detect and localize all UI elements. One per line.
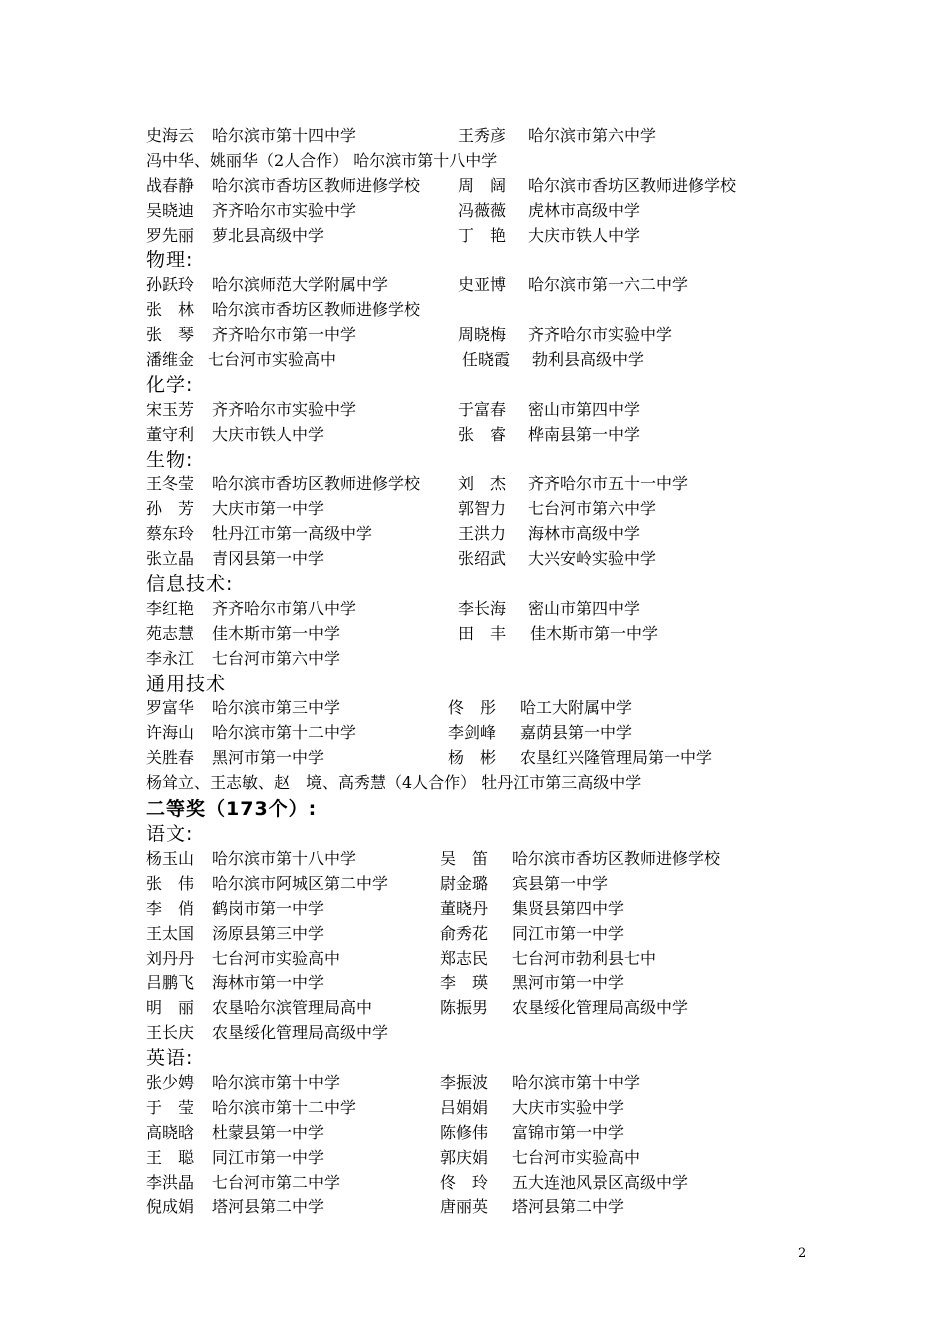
school-name: 大庆市铁人中学: [528, 225, 641, 245]
subject-heading-chinese: 语文:: [146, 823, 194, 846]
school-name: 大兴安岭实验中学: [528, 549, 657, 569]
award-row: [146, 124, 846, 149]
school-name: 齐齐哈尔市五十一中学: [528, 474, 689, 494]
school-name: 集贤县第四中学: [512, 898, 625, 918]
school-name: 塔河县第二中学: [212, 1197, 325, 1217]
school-name: 齐齐哈尔市第一中学: [212, 325, 357, 345]
teacher-name: 尉金璐: [440, 873, 489, 893]
teacher-name: 张立晶: [146, 549, 195, 569]
teacher-name: 王冬莹: [146, 474, 195, 494]
school-name: 杜蒙县第一中学: [212, 1122, 325, 1142]
award-row: [146, 472, 846, 497]
teacher-name: 史亚博: [458, 275, 507, 295]
school-name: 七台河市实验高中: [208, 350, 337, 370]
award-row: [146, 647, 846, 672]
teacher-name: 刘 杰: [458, 474, 507, 494]
teacher-name: 董守利: [146, 424, 195, 444]
teacher-name: 董晓丹: [440, 898, 489, 918]
school-name: 鹤岗市第一中学: [212, 898, 325, 918]
document-body: [146, 124, 846, 1220]
award-row: [146, 398, 846, 423]
school-name: 哈尔滨市第十中学: [512, 1072, 641, 1092]
teacher-name: 关胜春: [146, 748, 195, 768]
school-name: 哈尔滨市香坊区教师进修学校: [212, 300, 421, 320]
subject-heading-physics: 物理:: [146, 249, 194, 272]
teacher-name: 李红艳: [146, 598, 195, 618]
school-name: 嘉荫县第一中学: [520, 723, 633, 743]
school-name: 哈尔滨市第十中学: [212, 1072, 341, 1092]
teacher-name: 王 聪: [146, 1147, 195, 1167]
school-name: 佳木斯市第一中学: [212, 623, 341, 643]
teacher-name: 明 丽: [146, 998, 195, 1018]
school-name: 齐齐哈尔市实验中学: [528, 325, 673, 345]
school-name: 大庆市实验中学: [512, 1097, 625, 1117]
award-row: [146, 897, 846, 922]
teacher-name: 周 阔: [458, 175, 507, 195]
teacher-name: 史海云: [146, 126, 195, 145]
teacher-name: 李 瑛: [440, 973, 489, 993]
award-row: [146, 996, 846, 1021]
teacher-name: 俞秀花: [440, 923, 489, 943]
teacher-name: 孙跃玲: [146, 275, 195, 295]
teacher-name: 蔡东玲: [146, 524, 195, 544]
second-prize-heading: 二等奖（173个）:: [146, 798, 318, 821]
award-row: [146, 1071, 846, 1096]
teacher-name: 吕鹏飞: [146, 973, 195, 993]
award-row: [146, 696, 846, 721]
teacher-name: 吴晓迪: [146, 200, 195, 220]
subject-heading-chemistry: 化学:: [146, 373, 194, 396]
teacher-name: 李振波: [440, 1072, 489, 1092]
teacher-name: 王洪力: [458, 524, 507, 544]
school-name: 哈尔滨市香坊区教师进修学校: [212, 175, 421, 195]
school-name: 农垦红兴隆管理局第一中学: [520, 748, 713, 768]
school-name: 哈尔滨市第十二中学: [212, 1097, 357, 1117]
school-name: 富锦市第一中学: [512, 1122, 625, 1142]
award-row: [146, 1146, 846, 1171]
teacher-name: 罗富华: [146, 698, 195, 718]
award-row: [146, 522, 846, 547]
school-name: 黑河市第一中学: [212, 748, 325, 768]
school-name: 齐齐哈尔市第八中学: [212, 598, 357, 618]
school-name: 哈尔滨市第十二中学: [212, 723, 357, 743]
school-name: 五大连池风景区高级中学: [512, 1172, 689, 1192]
award-row: [146, 547, 846, 572]
award-row: [146, 273, 846, 298]
school-name: 哈尔滨市香坊区教师进修学校: [528, 175, 737, 195]
school-name: 齐齐哈尔市实验中学: [212, 200, 357, 220]
school-name: 汤原县第三中学: [212, 923, 325, 943]
teacher-name: 宋玉芳: [146, 399, 195, 419]
school-name: 哈尔滨市香坊区教师进修学校: [512, 848, 721, 868]
school-name: 宾县第一中学: [512, 873, 609, 893]
school-name: 同江市第一中学: [512, 923, 625, 943]
school-name: 同江市第一中学: [212, 1147, 325, 1167]
school-name: 塔河县第二中学: [512, 1197, 625, 1217]
teacher-name: 李长海: [458, 598, 507, 618]
school-name: 牡丹江市第一高级中学: [212, 524, 373, 544]
award-row: [146, 348, 846, 373]
teacher-name: 张少娉: [146, 1072, 195, 1092]
subject-heading-english: 英语:: [146, 1047, 194, 1070]
award-row: [146, 174, 846, 199]
teacher-name: 罗先丽: [146, 225, 195, 245]
teacher-name: 于 莹: [146, 1097, 195, 1117]
subject-heading-general-tech: 通用技术: [146, 672, 227, 695]
school-name: 勃利县高级中学: [532, 350, 645, 370]
award-row: [146, 1096, 846, 1121]
teacher-name: 张 伟: [146, 873, 195, 893]
teacher-name: 王太国: [146, 923, 195, 943]
school-name: 哈尔滨市第十四中学: [212, 126, 357, 145]
award-row: [146, 1171, 846, 1196]
school-name: 哈尔滨市香坊区教师进修学校: [212, 474, 421, 494]
teacher-name: 李 俏: [146, 898, 195, 918]
page-number: 2: [798, 1246, 807, 1261]
award-row: [146, 423, 846, 448]
award-row: [146, 847, 846, 872]
teacher-name: 张 睿: [458, 424, 507, 444]
teacher-name: 吕娟娟: [440, 1097, 489, 1117]
award-row: [146, 1121, 846, 1146]
teacher-name: 杨 彬: [448, 748, 497, 768]
teacher-name: 苑志慧: [146, 623, 195, 643]
school-name: 哈工大附属中学: [520, 698, 633, 718]
teacher-name: 冯薇薇: [458, 200, 507, 220]
school-name: 七台河市实验高中: [212, 948, 341, 968]
award-row: [146, 199, 846, 224]
school-name: 农垦绥化管理局高级中学: [512, 998, 689, 1018]
school-name: 黑河市第一中学: [512, 973, 625, 993]
teacher-name: 田 丰: [458, 623, 507, 643]
school-name: 青冈县第一中学: [212, 549, 325, 569]
school-name: 七台河市第六中学: [528, 499, 657, 519]
award-row: [146, 721, 846, 746]
school-name: 虎林市高级中学: [528, 200, 641, 220]
school-name: 农垦哈尔滨管理局高中: [212, 998, 373, 1018]
teacher-name: 唐丽英: [440, 1197, 489, 1217]
teacher-name: 郭庆娟: [440, 1147, 489, 1167]
teacher-name: 王长庆: [146, 1023, 195, 1043]
school-name: 密山市第四中学: [528, 598, 641, 618]
group-entry: 杨耸立、王志敏、赵 境、高秀慧（4人合作） 牡丹江市第三高级中学: [146, 773, 642, 793]
award-row: [146, 971, 846, 996]
award-row: [146, 771, 846, 796]
teacher-name: 陈振男: [440, 998, 489, 1018]
school-name: 桦南县第一中学: [528, 424, 641, 444]
school-name: 佳木斯市第一中学: [530, 623, 659, 643]
award-row: [146, 224, 846, 249]
school-name: 七台河市实验高中: [512, 1147, 641, 1167]
award-row: [146, 1195, 846, 1220]
teacher-name: 郭智力: [458, 499, 507, 519]
teacher-name: 陈修伟: [440, 1122, 489, 1142]
school-name: 密山市第四中学: [528, 399, 641, 419]
award-row: [146, 1021, 846, 1046]
teacher-name: 许海山: [146, 723, 195, 743]
school-name: 七台河市第六中学: [212, 648, 341, 668]
teacher-name: 李剑峰: [448, 723, 497, 743]
school-name: 七台河市第二中学: [212, 1172, 341, 1192]
school-name: 哈尔滨师范大学附属中学: [212, 275, 389, 295]
award-row: [146, 872, 846, 897]
teacher-name: 张 琴: [146, 325, 195, 345]
award-row: [146, 149, 846, 174]
school-name: 农垦绥化管理局高级中学: [212, 1023, 389, 1043]
teacher-name: 张 林: [146, 300, 195, 320]
award-row: [146, 622, 846, 647]
award-row: [146, 597, 846, 622]
school-name: 哈尔滨市第十八中学: [212, 848, 357, 868]
teacher-name: 孙 芳: [146, 499, 195, 519]
teacher-name: 张绍武: [458, 549, 507, 569]
group-entry: 冯中华、姚丽华（2人合作） 哈尔滨市第十八中学: [146, 150, 498, 170]
teacher-name: 吴 笛: [440, 848, 489, 868]
award-row: [146, 746, 846, 771]
teacher-name: 郑志民: [440, 948, 489, 968]
teacher-name: 战春静: [146, 175, 195, 195]
teacher-name: 王秀彦: [458, 126, 507, 145]
teacher-name: 丁 艳: [458, 225, 507, 245]
school-name: 哈尔滨市第三中学: [212, 698, 341, 718]
teacher-name: 佟 彤: [448, 698, 497, 718]
teacher-name: 李永江: [146, 648, 195, 668]
teacher-name: 刘丹丹: [146, 948, 195, 968]
teacher-name: 潘维金: [146, 350, 195, 370]
school-name: 哈尔滨市第六中学: [528, 126, 657, 145]
award-row: [146, 947, 846, 972]
school-name: 哈尔滨市第一六二中学: [528, 275, 689, 295]
school-name: 萝北县高级中学: [212, 225, 325, 245]
award-row: [146, 922, 846, 947]
school-name: 七台河市勃利县七中: [512, 948, 657, 968]
teacher-name: 高晓晗: [146, 1122, 195, 1142]
school-name: 大庆市铁人中学: [212, 424, 325, 444]
teacher-name: 杨玉山: [146, 848, 195, 868]
school-name: 齐齐哈尔市实验中学: [212, 399, 357, 419]
school-name: 大庆市第一中学: [212, 499, 325, 519]
teacher-name: 周晓梅: [458, 325, 507, 345]
award-row: [146, 323, 846, 348]
school-name: 哈尔滨市阿城区第二中学: [212, 873, 389, 893]
subject-heading-it: 信息技术:: [146, 573, 234, 596]
teacher-name: 李洪晶: [146, 1172, 195, 1192]
teacher-name: 任晓霞: [462, 350, 511, 370]
school-name: 海林市高级中学: [528, 524, 641, 544]
teacher-name: 倪成娟: [146, 1197, 195, 1217]
award-row: [146, 497, 846, 522]
subject-heading-biology: 生物:: [146, 448, 194, 471]
teacher-name: 佟 玲: [440, 1172, 489, 1192]
award-row: [146, 298, 846, 323]
school-name: 海林市第一中学: [212, 973, 325, 993]
teacher-name: 于富春: [458, 399, 507, 419]
